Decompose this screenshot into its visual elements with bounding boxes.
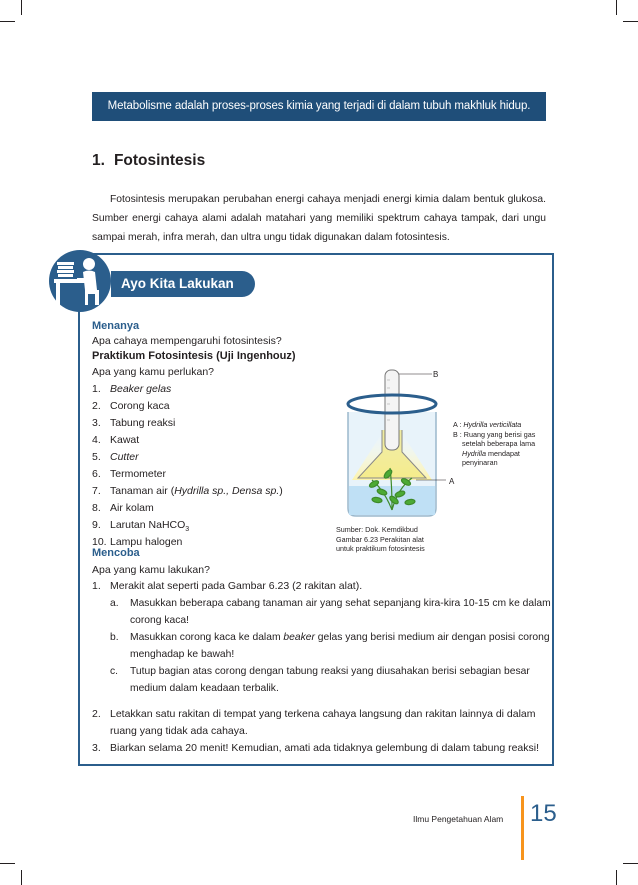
crop-mark: [616, 0, 617, 15]
section-title-text: Fotosintesis: [113, 152, 206, 169]
intro-paragraph-text: Fotosintesis merupakan perubahan energi cahaya menjadi energi kimia dalam bentuk glukosa. Sumber energi cahaya alami adalah matahari yang memiliki spektrum cahaya tampak, dari ungu sampai merah, infra merah, dan ultra ungu tidak digunakan dalam fotosintesis.: [92, 194, 546, 243]
figure-label-b: B: [433, 370, 439, 379]
crop-mark: [616, 870, 617, 885]
student-at-desk-icon: [49, 250, 111, 312]
list-item: 4. Kawat: [92, 434, 140, 446]
list-item: 1. Beaker gelas: [92, 383, 172, 395]
substep-continuation: menghadap ke bawah!: [130, 649, 235, 660]
figure-label-a: A: [449, 477, 455, 486]
step-item: 2. Letakkan satu rakitan di tempat yang terkena cahaya langsung dan rakitan lainnya di dalam: [92, 708, 536, 720]
substep-continuation: corong kaca!: [130, 615, 189, 626]
list-item: 7. Tanaman air (Hydrilla sp., Densa sp.): [92, 485, 283, 497]
crop-mark: [623, 21, 638, 22]
step-item: 1. Merakit alat seperti pada Gambar 6.23 (2 rakitan alat).: [92, 580, 363, 592]
substep-item: a. Masukkan beberapa cabang tanaman air yang sehat sepanjang kira-kira 10-15 cm ke dalam: [110, 598, 551, 609]
tools-question: Apa yang kamu perlukan?: [92, 366, 214, 378]
crop-mark: [623, 863, 638, 864]
step-item: 3. Biarkan selama 20 menit! Kemudian, amati ada tidaknya gelembung di dalam tabung reaksi!: [92, 742, 539, 754]
list-item: 2. Corong kaca: [92, 400, 170, 412]
menanya-question: Apa cahaya mempengaruhi fotosintesis?: [92, 335, 282, 347]
menanya-heading: Menanya: [92, 320, 140, 332]
section-title: [92, 152, 205, 170]
substep-item: c. Tutup bagian atas corong dengan tabung reaksi yang diusahakan berisi sebagian besar: [110, 666, 530, 677]
praktikum-heading: Praktikum Fotosintesis (Uji Ingenhouz): [92, 350, 296, 362]
list-item: 6. Termometer: [92, 468, 167, 480]
step-continuation: ruang yang tidak ada cahaya.: [110, 725, 248, 737]
list-item: 5. Cutter: [92, 451, 139, 463]
summary-banner: Metabolisme adalah proses-proses kimia yang terjadi di dalam tubuh makhluk hidup.: [92, 92, 546, 121]
activity-label: Ayo Kita Lakukan: [111, 271, 255, 297]
crop-mark: [21, 870, 22, 885]
intro-paragraph: [92, 190, 546, 247]
figure-caption: Sumber: Dok. Kemdikbud Gambar 6.23 Perakitan alat untuk praktikum fotosintesis: [336, 525, 425, 553]
steps-question: Apa yang kamu lakukan?: [92, 564, 210, 576]
activity-icon-circle: [49, 250, 111, 312]
footer-subject: Ilmu Pengetahuan Alam: [413, 814, 504, 824]
footer-divider: [521, 796, 524, 860]
mencoba-heading: Mencoba: [92, 547, 140, 559]
ingenhousz-apparatus-figure: [332, 360, 455, 525]
list-item: 9. Larutan NaHCO$_3$: [92, 519, 190, 534]
list-item: 8. Air kolam: [92, 502, 154, 514]
list-item: 10. Lampu halogen: [92, 536, 183, 548]
substep-item: b. Masukkan corong kaca ke dalam beaker gelas yang berisi medium air dengan posisi corong: [110, 632, 550, 643]
crop-mark: [21, 0, 22, 15]
list-item: 3. Tabung reaksi: [92, 417, 176, 429]
crop-mark: [0, 21, 15, 22]
page-number: 15: [530, 800, 557, 827]
figure-legend: A : Hydrilla verticillata B : Ruang yang berisi gas setelah beberapa lama Hydrilla mendapat penyinaran: [453, 420, 536, 467]
crop-mark: [0, 863, 15, 864]
substep-continuation: medium dalam keadaan terbalik.: [130, 683, 279, 694]
section-number: 1.: [92, 152, 105, 169]
